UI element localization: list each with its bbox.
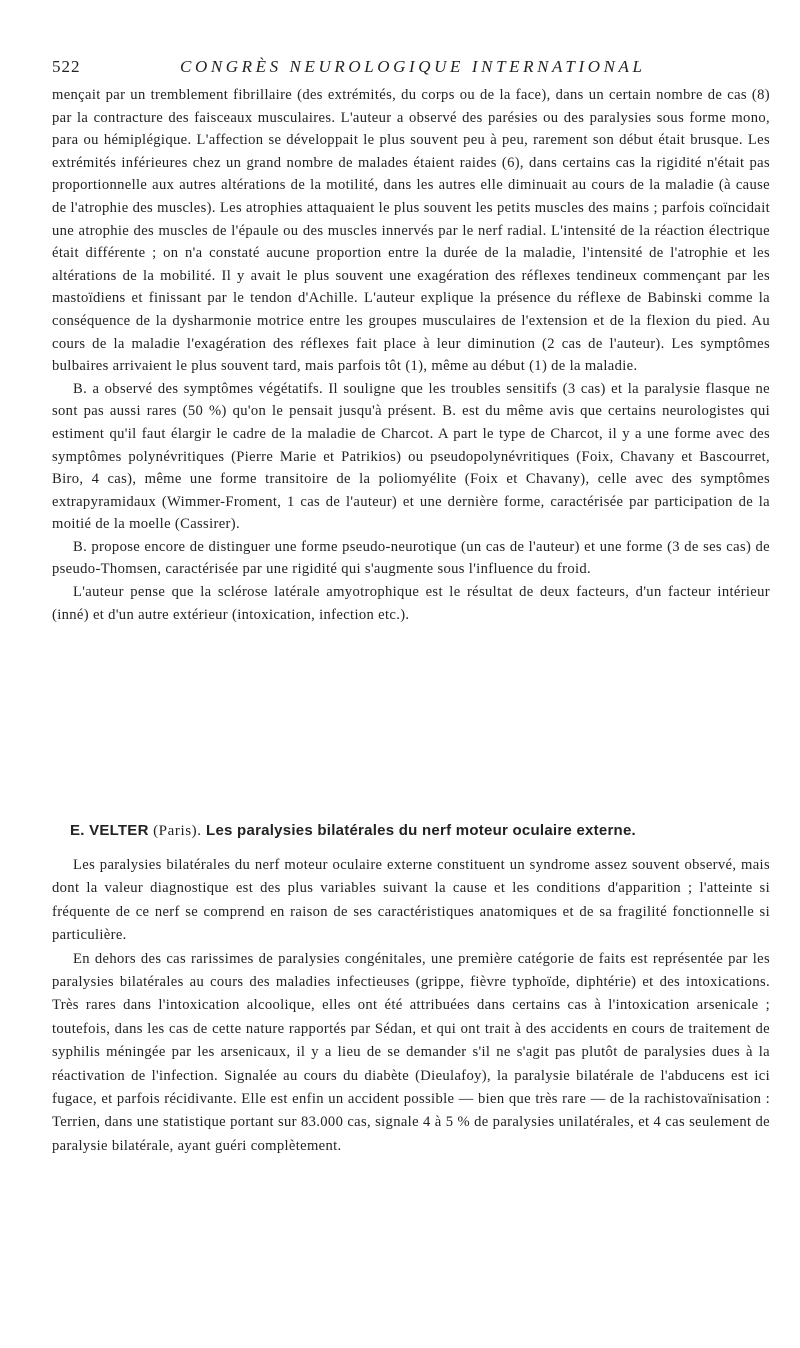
previous-article-text bbox=[52, 84, 770, 626]
paragraph: Les paralysies bilatérales du nerf moteur oculaire externe constituent un syndrome assez souvent observé, mais dont la valeur diagnostique est des plus variables suivant la cause et les conditions d'apparition ; l'atteinte si fréquente de ce nerf se comprend en raison de ses caractéristiques anatomiques et de sa fragilité fonctionnelle si particulière. bbox=[52, 857, 770, 944]
article-title: Les paralysies bilatérales du nerf moteur oculaire externe. bbox=[206, 822, 636, 839]
article-affiliation: (Paris). bbox=[153, 823, 202, 839]
page-number: 522 bbox=[52, 57, 81, 76]
paragraph: L'auteur pense que la sclérose latérale amyotrophique est le résultat de deux facteurs, d'un facteur intérieur (inné) et d'un autre extérieur (intoxication, infection etc.). bbox=[52, 584, 770, 623]
paragraph: En dehors des cas rarissimes de paralysies congénitales, une première catégorie de faits est représentée par les paralysies bilatérales au cours des maladies infectieuses (grippe, fièvre typhoïde, diphtérie) et des intoxications. Très rares dans l'intoxication alcoolique, elles ont été attribuées dans certains cas à l'intoxication arsenicale ; toutefois, dans les cas de cette nature rapportés par Sédan, et qui ont trait à des accidents en cours de traitement de syphilis méningée par les arsenicaux, il y a lieu de se demander s'il ne s'agit pas plutôt de paralysies dues à la réactivation de l'infection. Signalée au cours du diabète (Dieulafoy), la paralysie bilatérale de l'abducens est ici fugace, et parfois récidivante. Elle est enfin un accident possible — bien que très rare — de la rachistovaïnisation : Terrien, dans une statistique portant sur 83.000 cas, signale 4 à 5 % de paralysies unilatérales, et 4 cas seulement de paralysie bilatérale, ayant guéri complètement. bbox=[52, 950, 770, 1154]
paragraph: B. a observé des symptômes végétatifs. Il souligne que les troubles sensitifs (3 cas) et la paralysie flasque ne sont pas aussi rares (50 %) qu'on le pensait jusqu'à présent. B. est du même avis que certains neurologistes qui estiment qu'il faut élargir le cadre de la maladie de Charcot. A part le type de Charcot, il y a une forme avec des symptômes polynévritiques (Pierre Marie et Patrikios) ou pseudopolynévritiques (Foix, Chavany et Bascourret, Biro, 4 cas), même une forme transitoire de la poliomyélite (Foix et Chavany), celle avec des symptômes extrapyramidaux (Wimmer-Froment, 1 cas de l'auteur) et une dernière forme, caractérisée par participation de la moitié de la moelle (Cassirer). bbox=[52, 380, 770, 533]
journal-title: CONGRÈS NEUROLOGIQUE INTERNATIONAL bbox=[180, 57, 646, 76]
article-heading bbox=[70, 822, 770, 840]
running-head bbox=[52, 57, 770, 79]
article-body bbox=[52, 854, 770, 1158]
paragraph: mençait par un tremblement fibrillaire (des extrémités, du corps ou de la face), dans un certain nombre de cas (8) par la contracture des faisceaux musculaires. L'auteur a observé des parésies ou des paralysies sous forme mono, para ou hémiplégique. L'affection se développait le plus souvent peu à peu, rarement son début était brusque. Les extrémités inférieures chez un grand nombre de malades étaient raides (6), dans certains cas la rigidité n'était pas proportionnelle aux autres altérations de la motilité, dans les autres elle diminuait au cours de la maladie (à cause de l'atrophie des muscles). Les atrophies attaquaient le plus souvent les petits muscles des mains ; parfois coïncidait une atrophie des muscles de l'épaule ou des muscles innervés par le nerf radial. L'intensité de la réaction électrique était différente ; on n'a constaté aucune proportion entre la durée de la maladie, l'intensité de l'atrophie et les altérations de la mobilité. Il y avait le plus souvent une exagération des réflexes tendineux commençant par les mastoïdiens et finissant par le tendon d'Achille. L'auteur explique la présence du réflexe de Babinski comme la conséquence de la dysharmonie motrice entre les groupes musculaires de l'extension et de la flexion du pied. Au cours de la maladie l'exagération des réflexes fait place à leur diminution (2 cas de l'auteur). Les symptômes bulbaires arrivaient le plus souvent tard, mais parfois tôt (1), même au début (1) de la maladie. bbox=[52, 87, 770, 375]
article-author: E. VELTER bbox=[70, 822, 149, 839]
paragraph: B. propose encore de distinguer une forme pseudo-neurotique (un cas de l'auteur) et une forme (3 de ses cas) de pseudo-Thomsen, caractérisée par une rigidité qui s'augmente sous l'influence du froid. bbox=[52, 538, 770, 578]
